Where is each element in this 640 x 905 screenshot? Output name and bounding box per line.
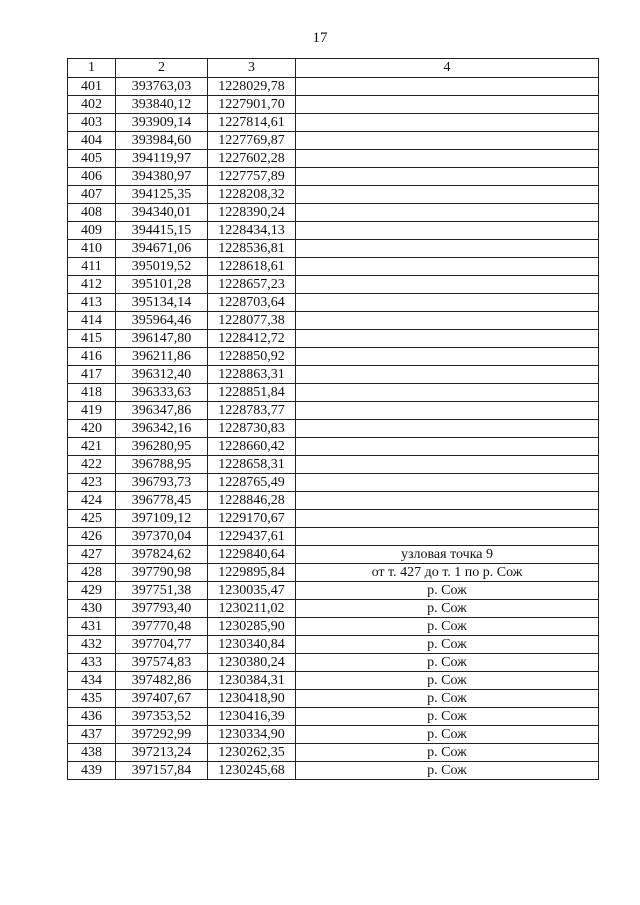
table-row — [68, 690, 599, 708]
y-coordinate-cell: 1228765,49 — [208, 474, 296, 492]
y-coordinate-cell: 1228863,31 — [208, 366, 296, 384]
x-coordinate-cell: 395134,14 — [116, 294, 208, 312]
description-cell — [296, 204, 599, 222]
point-number-cell: 403 — [68, 114, 116, 132]
table-row — [68, 654, 599, 672]
point-number-cell: 427 — [68, 546, 116, 564]
point-number-cell: 413 — [68, 294, 116, 312]
description-cell: узловая точка 9 — [296, 546, 599, 564]
x-coordinate-cell: 394380,97 — [116, 168, 208, 186]
x-coordinate-cell: 395964,46 — [116, 312, 208, 330]
description-cell — [296, 510, 599, 528]
table-row — [68, 168, 599, 186]
y-coordinate-cell: 1229840,64 — [208, 546, 296, 564]
table-row — [68, 762, 599, 780]
x-coordinate-cell: 396793,73 — [116, 474, 208, 492]
description-cell — [296, 240, 599, 258]
y-coordinate-cell: 1228618,61 — [208, 258, 296, 276]
description-cell — [296, 312, 599, 330]
table-row — [68, 186, 599, 204]
description-cell — [296, 456, 599, 474]
x-coordinate-cell: 397770,48 — [116, 618, 208, 636]
point-number-cell: 430 — [68, 600, 116, 618]
x-coordinate-cell: 393840,12 — [116, 96, 208, 114]
table-row — [68, 546, 599, 564]
x-coordinate-cell: 396280,95 — [116, 438, 208, 456]
y-coordinate-cell: 1230334,90 — [208, 726, 296, 744]
table-row — [68, 636, 599, 654]
y-coordinate-cell: 1228783,77 — [208, 402, 296, 420]
point-number-cell: 415 — [68, 330, 116, 348]
point-number-cell: 434 — [68, 672, 116, 690]
x-coordinate-cell: 394119,97 — [116, 150, 208, 168]
x-coordinate-cell: 396342,16 — [116, 420, 208, 438]
x-coordinate-cell: 395101,28 — [116, 276, 208, 294]
x-coordinate-cell: 397824,62 — [116, 546, 208, 564]
description-cell — [296, 294, 599, 312]
description-cell — [296, 366, 599, 384]
column-header: 1 — [68, 59, 116, 78]
table-row — [68, 474, 599, 492]
description-cell: р. Сож — [296, 618, 599, 636]
point-number-cell: 437 — [68, 726, 116, 744]
point-number-cell: 410 — [68, 240, 116, 258]
x-coordinate-cell: 394671,06 — [116, 240, 208, 258]
table-row — [68, 618, 599, 636]
y-coordinate-cell: 1230262,35 — [208, 744, 296, 762]
y-coordinate-cell: 1227757,89 — [208, 168, 296, 186]
point-number-cell: 401 — [68, 78, 116, 96]
x-coordinate-cell: 397793,40 — [116, 600, 208, 618]
x-coordinate-cell: 394415,15 — [116, 222, 208, 240]
description-cell — [296, 168, 599, 186]
point-number-cell: 433 — [68, 654, 116, 672]
page-number: 17 — [312, 30, 328, 46]
y-coordinate-cell: 1229170,67 — [208, 510, 296, 528]
table-row — [68, 96, 599, 114]
point-number-cell: 439 — [68, 762, 116, 780]
table-row — [68, 600, 599, 618]
table-row — [68, 132, 599, 150]
description-cell — [296, 330, 599, 348]
x-coordinate-cell: 396333,63 — [116, 384, 208, 402]
y-coordinate-cell: 1227814,61 — [208, 114, 296, 132]
y-coordinate-cell: 1228434,13 — [208, 222, 296, 240]
y-coordinate-cell: 1227901,70 — [208, 96, 296, 114]
y-coordinate-cell: 1228846,28 — [208, 492, 296, 510]
table-header-row — [68, 59, 599, 78]
point-number-cell: 422 — [68, 456, 116, 474]
x-coordinate-cell: 396147,80 — [116, 330, 208, 348]
column-header: 2 — [116, 59, 208, 78]
description-cell: р. Сож — [296, 690, 599, 708]
x-coordinate-cell: 397574,83 — [116, 654, 208, 672]
table-row — [68, 528, 599, 546]
description-cell: р. Сож — [296, 654, 599, 672]
description-cell: р. Сож — [296, 708, 599, 726]
y-coordinate-cell: 1227602,28 — [208, 150, 296, 168]
point-number-cell: 414 — [68, 312, 116, 330]
x-coordinate-cell: 395019,52 — [116, 258, 208, 276]
x-coordinate-cell: 393763,03 — [116, 78, 208, 96]
description-cell — [296, 402, 599, 420]
x-coordinate-cell: 397157,84 — [116, 762, 208, 780]
point-number-cell: 420 — [68, 420, 116, 438]
table-row — [68, 708, 599, 726]
y-coordinate-cell: 1229895,84 — [208, 564, 296, 582]
table-row — [68, 438, 599, 456]
point-number-cell: 432 — [68, 636, 116, 654]
x-coordinate-cell: 397482,86 — [116, 672, 208, 690]
description-cell: р. Сож — [296, 672, 599, 690]
x-coordinate-cell: 396788,95 — [116, 456, 208, 474]
point-number-cell: 408 — [68, 204, 116, 222]
point-number-cell: 416 — [68, 348, 116, 366]
y-coordinate-cell: 1228703,64 — [208, 294, 296, 312]
column-header: 3 — [208, 59, 296, 78]
table-row — [68, 276, 599, 294]
point-number-cell: 411 — [68, 258, 116, 276]
x-coordinate-cell: 394340,01 — [116, 204, 208, 222]
point-number-cell: 423 — [68, 474, 116, 492]
y-coordinate-cell: 1228208,32 — [208, 186, 296, 204]
description-cell — [296, 222, 599, 240]
point-number-cell: 404 — [68, 132, 116, 150]
x-coordinate-cell: 393909,14 — [116, 114, 208, 132]
table-row — [68, 294, 599, 312]
description-cell — [296, 132, 599, 150]
table-row — [68, 78, 599, 96]
description-cell: р. Сож — [296, 762, 599, 780]
y-coordinate-cell: 1228657,23 — [208, 276, 296, 294]
table-row — [68, 330, 599, 348]
x-coordinate-cell: 396211,86 — [116, 348, 208, 366]
x-coordinate-cell: 397353,52 — [116, 708, 208, 726]
y-coordinate-cell: 1230380,24 — [208, 654, 296, 672]
x-coordinate-cell: 397751,38 — [116, 582, 208, 600]
point-number-cell: 409 — [68, 222, 116, 240]
description-cell — [296, 438, 599, 456]
description-cell — [296, 150, 599, 168]
point-number-cell: 424 — [68, 492, 116, 510]
point-number-cell: 431 — [68, 618, 116, 636]
table-row — [68, 366, 599, 384]
table-row — [68, 582, 599, 600]
description-cell: р. Сож — [296, 600, 599, 618]
table-row — [68, 726, 599, 744]
table-row — [68, 510, 599, 528]
y-coordinate-cell: 1227769,87 — [208, 132, 296, 150]
table-row — [68, 240, 599, 258]
point-number-cell: 406 — [68, 168, 116, 186]
description-cell — [296, 474, 599, 492]
y-coordinate-cell: 1230418,90 — [208, 690, 296, 708]
description-cell — [296, 492, 599, 510]
x-coordinate-cell: 397370,04 — [116, 528, 208, 546]
description-cell: р. Сож — [296, 726, 599, 744]
x-coordinate-cell: 397213,24 — [116, 744, 208, 762]
y-coordinate-cell: 1228658,31 — [208, 456, 296, 474]
table-row — [68, 204, 599, 222]
y-coordinate-cell: 1230340,84 — [208, 636, 296, 654]
y-coordinate-cell: 1228850,92 — [208, 348, 296, 366]
description-cell — [296, 276, 599, 294]
table-row — [68, 222, 599, 240]
y-coordinate-cell: 1228536,81 — [208, 240, 296, 258]
description-cell — [296, 114, 599, 132]
table-row — [68, 384, 599, 402]
description-cell: от т. 427 до т. 1 по р. Сож — [296, 564, 599, 582]
y-coordinate-cell: 1228730,83 — [208, 420, 296, 438]
table-row — [68, 744, 599, 762]
y-coordinate-cell: 1228029,78 — [208, 78, 296, 96]
table-row — [68, 312, 599, 330]
column-header: 4 — [296, 59, 599, 78]
table-row — [68, 402, 599, 420]
point-number-cell: 418 — [68, 384, 116, 402]
table-row — [68, 564, 599, 582]
y-coordinate-cell: 1228077,38 — [208, 312, 296, 330]
y-coordinate-cell: 1229437,61 — [208, 528, 296, 546]
description-cell — [296, 528, 599, 546]
x-coordinate-cell: 397704,77 — [116, 636, 208, 654]
table-row — [68, 492, 599, 510]
description-cell — [296, 186, 599, 204]
y-coordinate-cell: 1230285,90 — [208, 618, 296, 636]
y-coordinate-cell: 1228660,42 — [208, 438, 296, 456]
y-coordinate-cell: 1228851,84 — [208, 384, 296, 402]
point-number-cell: 407 — [68, 186, 116, 204]
x-coordinate-cell: 394125,35 — [116, 186, 208, 204]
description-cell: р. Сож — [296, 636, 599, 654]
description-cell — [296, 384, 599, 402]
y-coordinate-cell: 1228412,72 — [208, 330, 296, 348]
y-coordinate-cell: 1230211,02 — [208, 600, 296, 618]
description-cell — [296, 96, 599, 114]
x-coordinate-cell: 397292,99 — [116, 726, 208, 744]
y-coordinate-cell: 1228390,24 — [208, 204, 296, 222]
table-row — [68, 456, 599, 474]
table-row — [68, 114, 599, 132]
point-number-cell: 405 — [68, 150, 116, 168]
description-cell — [296, 348, 599, 366]
point-number-cell: 421 — [68, 438, 116, 456]
description-cell: р. Сож — [296, 582, 599, 600]
x-coordinate-cell: 397407,67 — [116, 690, 208, 708]
x-coordinate-cell: 396312,40 — [116, 366, 208, 384]
point-number-cell: 428 — [68, 564, 116, 582]
table-row — [68, 150, 599, 168]
point-number-cell: 412 — [68, 276, 116, 294]
point-number-cell: 429 — [68, 582, 116, 600]
x-coordinate-cell: 396778,45 — [116, 492, 208, 510]
point-number-cell: 402 — [68, 96, 116, 114]
y-coordinate-cell: 1230245,68 — [208, 762, 296, 780]
point-number-cell: 436 — [68, 708, 116, 726]
description-cell — [296, 258, 599, 276]
y-coordinate-cell: 1230416,39 — [208, 708, 296, 726]
table-row — [68, 672, 599, 690]
description-cell: р. Сож — [296, 744, 599, 762]
point-number-cell: 425 — [68, 510, 116, 528]
x-coordinate-cell: 397790,98 — [116, 564, 208, 582]
description-cell — [296, 420, 599, 438]
table-row — [68, 420, 599, 438]
y-coordinate-cell: 1230384,31 — [208, 672, 296, 690]
x-coordinate-cell: 397109,12 — [116, 510, 208, 528]
point-number-cell: 419 — [68, 402, 116, 420]
x-coordinate-cell: 393984,60 — [116, 132, 208, 150]
point-number-cell: 426 — [68, 528, 116, 546]
point-number-cell: 435 — [68, 690, 116, 708]
description-cell — [296, 78, 599, 96]
point-number-cell: 417 — [68, 366, 116, 384]
table-row — [68, 348, 599, 366]
table-row — [68, 258, 599, 276]
y-coordinate-cell: 1230035,47 — [208, 582, 296, 600]
x-coordinate-cell: 396347,86 — [116, 402, 208, 420]
point-number-cell: 438 — [68, 744, 116, 762]
coordinates-table — [67, 58, 599, 780]
